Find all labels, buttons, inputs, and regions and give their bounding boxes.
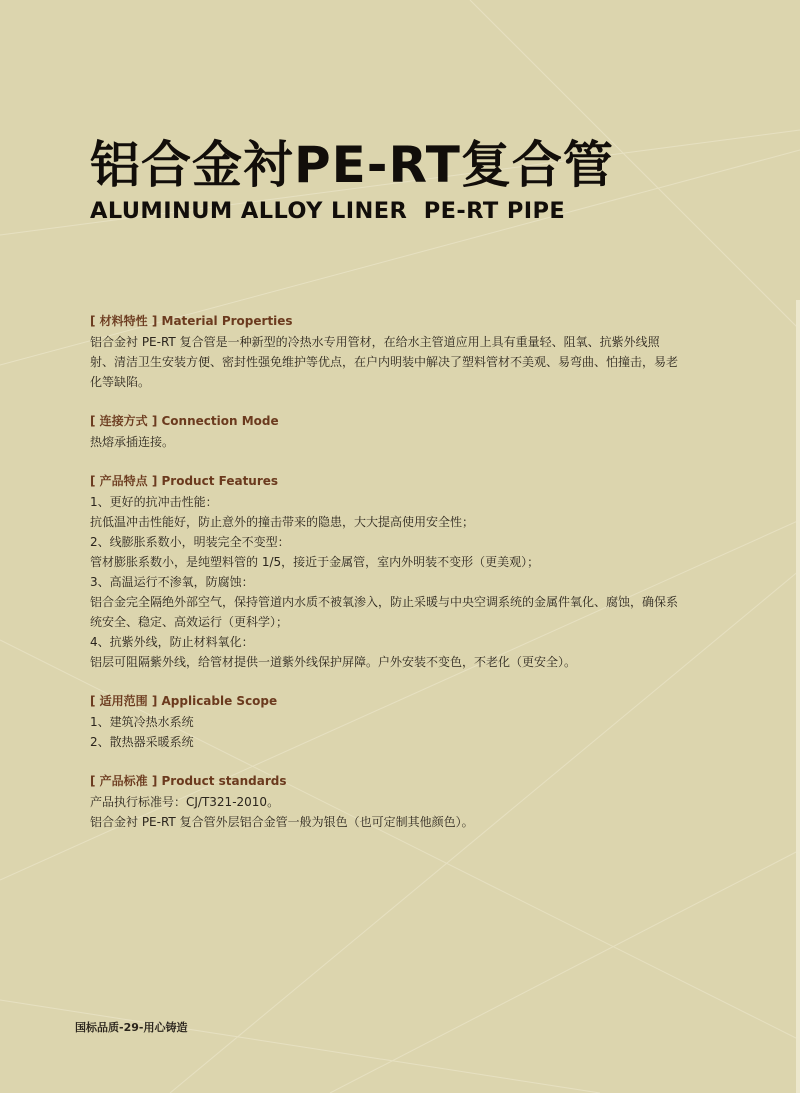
section-heading: [ 材料特性 ] Material Properties xyxy=(90,314,293,328)
section-material-properties xyxy=(90,312,690,392)
section-applicable-scope xyxy=(90,692,690,752)
feature-text: 管材膨胀系数小，是纯塑料管的 1/5，接近于金属管，室内外明装不变形（更美观）； xyxy=(90,555,540,569)
feature-title: 1、更好的抗冲击性能： xyxy=(90,495,218,509)
section-heading: [ 产品特点 ] Product Features xyxy=(90,474,279,488)
section-product-features xyxy=(90,472,690,672)
section-product-standards xyxy=(90,772,690,832)
section-heading: [ 产品标准 ] Product standards xyxy=(90,774,287,788)
paragraph: 热熔承插连接。 xyxy=(90,435,175,449)
main-content xyxy=(90,312,690,832)
paragraph: 铝合金衬 PE-RT 复合管是一种新型的冷热水专用管材，在给水主管道应用上具有重量轻、阻氧、抗紫外线照射、清洁卫生安装方便、密封性强免维护等优点，在户内明装中解决了塑料管材不美观、易弯曲、怕撞击，易老化等缺陷。 xyxy=(90,335,679,389)
feature-title: 4、抗紫外线，防止材料氧化： xyxy=(90,635,254,649)
section-heading: [ 连接方式 ] Connection Mode xyxy=(90,414,279,428)
section-heading: [ 适用范围 ] Applicable Scope xyxy=(90,694,278,708)
feature-text: 抗低温冲击性能好，防止意外的撞击带来的隐患，大大提高使用安全性； xyxy=(90,515,475,529)
paragraph: 铝合金衬 PE-RT 复合管外层铝合金管一般为银色（也可定制其他颜色）。 xyxy=(90,815,474,829)
page-footer: 国标品质-29-用心铸造 xyxy=(75,1021,188,1034)
paragraph: 产品执行标准号：CJ/T321-2010。 xyxy=(90,795,280,809)
page-edge xyxy=(796,300,800,1093)
feature-text: 铝层可阻隔紫外线，给管材提供一道紫外线保护屏障。户外安装不变色，不老化（更安全）。 xyxy=(90,655,577,669)
feature-text: 铝合金完全隔绝外部空气，保持管道内水质不被氧渗入，防止采暖与中央空调系统的金属件氧化、腐蚀，确保系统安全、稳定、高效运行（更科学）； xyxy=(90,595,679,629)
feature-title: 2、线膨胀系数小，明装完全不变型： xyxy=(90,535,290,549)
list-item: 2、散热器采暖系统 xyxy=(90,735,194,749)
page-subtitle: ALUMINUM ALLOY LINER PE-RT PIPE xyxy=(90,198,566,224)
section-connection-mode xyxy=(90,412,690,452)
feature-title: 3、高温运行不渗氧，防腐蚀： xyxy=(90,575,254,589)
page-title: 铝合金衬PE-RT复合管 xyxy=(90,136,614,194)
list-item: 1、建筑冷热水系统 xyxy=(90,715,194,729)
